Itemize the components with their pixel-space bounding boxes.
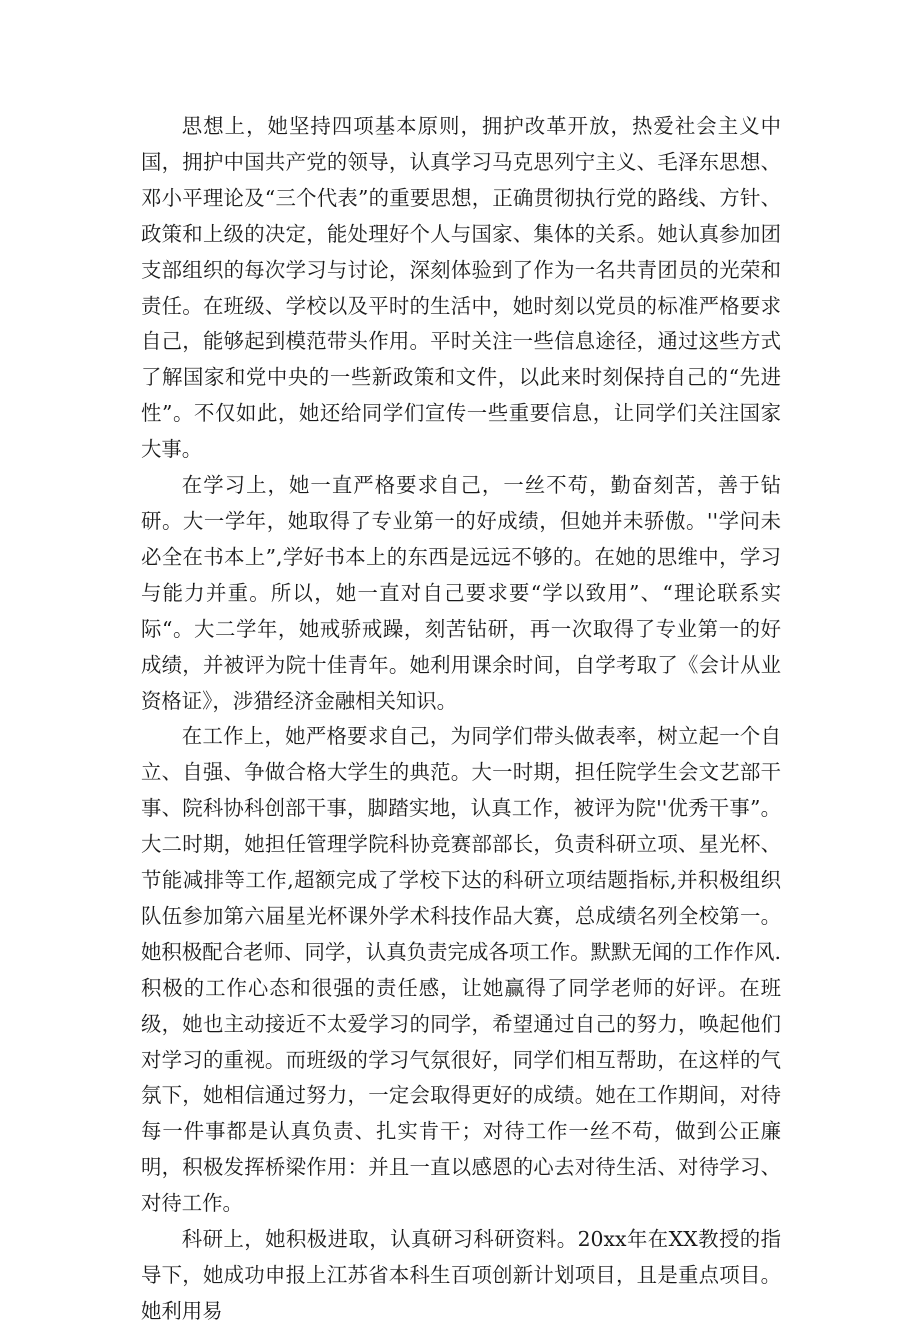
paragraph-research: 科研上，她积极进取，认真研习科研资料。20xx年在XX教授的指导下，她成功申报上江苏省本科生百项创新计划项目，且是重点项目。她利用易 — [141, 1227, 781, 1323]
paragraph-ideology: 思想上，她坚持四项基本原则，拥护改革开放，热爱社会主义中国，拥护中国共产党的领导，认真学习马克思列宁主义、毛泽东思想、邓小平理论及“三个代表”的重要思想，正确贯彻执行党的路线、方针、政策和上级的决定，能处理好个人与国家、集体的关系。她认真参加团支部组织的每次学习与讨论，深刻体验到了作为一名共青团员的光荣和责任。在班级、学校以及平时的生活中，她时刻以党员的标准严格要求自己，能够起到模范带头作用。平时关注一些信息途径，通过这些方式了解国家和党中央的一些新政策和文件，以此来时刻保持自己的“先进性”。不仅如此，她还给同学们宣传一些重要信息，让同学们关注国家大事。 — [141, 114, 781, 462]
paragraph-work: 在工作上，她严格要求自己，为同学们带头做表率，树立起一个自立、自强、争做合格大学生的典范。大一时期，担任院学生会文艺部干事、院科协科创部干事，脚踏实地，认真工作，被评为院''优秀干事”。大二时期，她担任管理学院科协竞赛部部长，负责科研立项、星光杯、节能减排等工作,超额完成了学校下达的科研立项结题指标,并积极组织队伍参加第六届星光杯课外学术科技作品大赛，总成绩名列全校第一。她积极配合老师、同学，认真负责完成各项工作。默默无闻的工作作风.积极的工作心态和很强的责任感，让她赢得了同学老师的好评。在班级，她也主动接近不太爱学习的同学，希望通过自己的努力，唤起他们对学习的重视。而班级的学习气氛很好，同学们相互帮助，在这样的气氛下，她相信通过努力，一定会取得更好的成绩。她在工作期间，对待每一件事都是认真负责、扎实肯干；对待工作一丝不苟，做到公正廉明，积极发挥桥梁作用：并且一直以感恩的心去对待生活、对待学习、对待工作。 — [141, 724, 781, 1216]
paragraph-study: 在学习上，她一直严格要求自己，一丝不苟，勤奋刻苦，善于钻研。大一学年，她取得了专业第一的好成绩，但她并未骄傲。''学问未必全在书本上”,学好书本上的东西是远远不够的。在她的思维中，学习与能力并重。所以，她一直对自己要求要“学以致用”、“理论联系实际“。大二学年，她戒骄戒躁，刻苦钻研，再一次取得了专业第一的好成绩，并被评为院十佳青年。她利用课余时间，自学考取了《会计从业资格证》，涉猎经济金融相关知识。 — [141, 473, 781, 713]
document-body — [141, 109, 781, 1330]
